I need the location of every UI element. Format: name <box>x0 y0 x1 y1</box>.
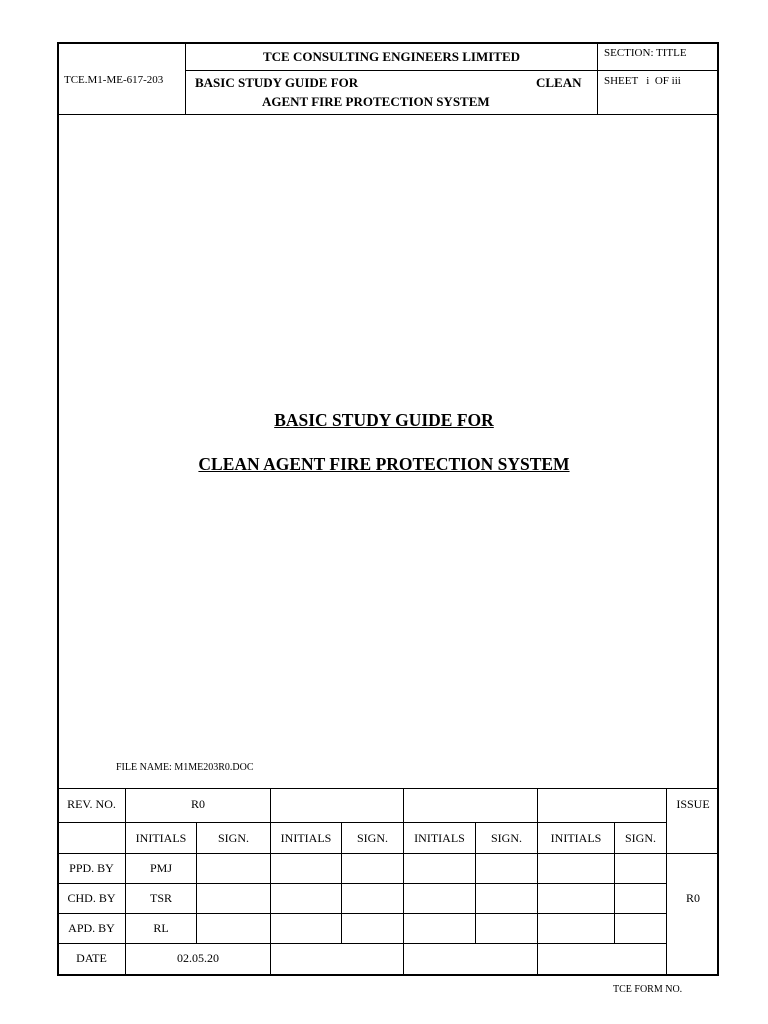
rev-no-value: R0 <box>190 797 205 811</box>
apd-by-initials: RL <box>153 921 169 935</box>
table-col-line <box>125 788 126 976</box>
header-right-divider <box>597 43 598 114</box>
document-title-line1: BASIC STUDY GUIDE FOR <box>274 410 494 430</box>
subject-line1-left: BASIC STUDY GUIDE FOR <box>195 75 359 90</box>
file-name: FILE NAME: M1ME203R0.DOC <box>116 762 254 773</box>
company-name: TCE CONSULTING ENGINEERS LIMITED <box>262 49 521 64</box>
apd-by-label: APD. BY <box>68 921 115 935</box>
sign-header: SIGN. <box>490 831 522 845</box>
initials-header: INITIALS <box>550 831 602 845</box>
document-title-line2: CLEAN AGENT FIRE PROTECTION SYSTEM <box>198 454 570 474</box>
sheet-label: SHEET i OF iii <box>604 75 681 87</box>
date-label: DATE <box>76 951 107 965</box>
form-number: TCE FORM NO. <box>613 984 683 995</box>
table-row-line <box>58 822 666 823</box>
table-col-line <box>537 788 538 976</box>
initials-header: INITIALS <box>414 831 465 845</box>
ppd-by-initials: PMJ <box>149 861 172 875</box>
table-row-line <box>58 943 666 944</box>
doc-number: TCE.M1-ME-617-203 <box>64 74 164 86</box>
table-col-line <box>666 788 667 976</box>
table-col-line <box>403 788 404 976</box>
table-row-line <box>58 883 666 884</box>
header-bottom-border <box>58 114 718 115</box>
rev-no-label: REV. NO. <box>67 797 116 811</box>
sign-header: SIGN. <box>624 831 656 845</box>
section-label: SECTION: TITLE <box>604 47 687 59</box>
date-value: 02.05.20 <box>177 951 219 965</box>
chd-by-label: CHD. BY <box>67 891 116 905</box>
initials-header: INITIALS <box>135 831 187 845</box>
sign-header: SIGN. <box>217 831 249 845</box>
sign-header: SIGN. <box>356 831 388 845</box>
subject-line1-right: CLEAN <box>536 75 582 90</box>
table-col-line <box>270 788 271 976</box>
header-divider <box>185 70 718 71</box>
issue-label: ISSUE <box>676 797 710 811</box>
table-top-border <box>58 788 718 789</box>
issue-value: R0 <box>685 891 700 905</box>
ppd-by-label: PPD. BY <box>69 861 114 875</box>
subject-line2: AGENT FIRE PROTECTION SYSTEM <box>262 94 490 109</box>
initials-header: INITIALS <box>280 831 332 845</box>
chd-by-initials: TSR <box>149 891 172 905</box>
table-row-line <box>58 853 718 854</box>
table-row-line <box>58 913 666 914</box>
